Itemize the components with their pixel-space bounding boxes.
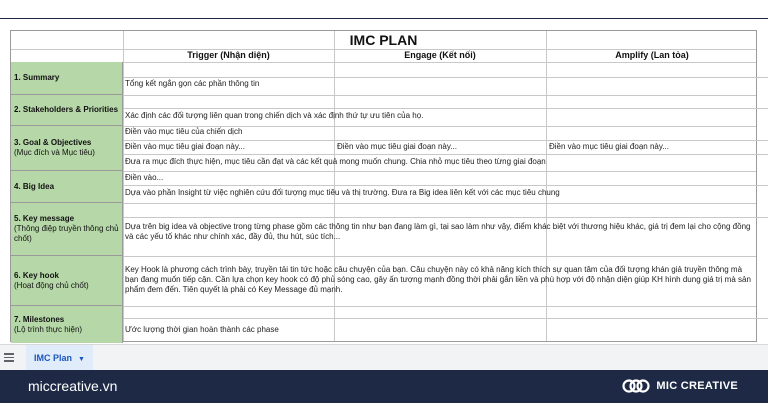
footer-url[interactable]: miccreative.vn — [28, 378, 118, 394]
row-label-key-hook[interactable] — [11, 256, 123, 306]
row-divider — [123, 108, 768, 109]
stakeholders-cell[interactable]: Xác định các đối tượng liên quan trong chiến dịch và xác định thứ tự ưu tiên của họ. — [125, 111, 424, 120]
goals-description-cell[interactable]: Đưa ra mục đích thực hiện, mục tiêu cần đạt và các kết quả mong muốn chung. Chia nhỏ mục tiêu theo từng giai đoạn — [125, 157, 546, 166]
row-label-text: 1. Summary — [14, 73, 60, 82]
row-divider — [123, 217, 768, 218]
row-label-text: 6. Key hook — [14, 270, 59, 280]
row-label-text: 7. Milestones — [14, 314, 65, 324]
row-sublabel-text: (Mục đích và Mục tiêu) — [14, 148, 95, 157]
row-label-text: 5. Key message — [14, 214, 75, 223]
footer-brand — [622, 377, 738, 395]
row-divider — [123, 154, 768, 155]
hamburger-icon[interactable] — [4, 353, 14, 362]
row-divider — [123, 77, 768, 78]
row-label-goals[interactable] — [11, 126, 123, 171]
row-sublabel-text: (Hoạt động chủ chốt) — [14, 280, 89, 290]
row-label-key-message[interactable] — [11, 203, 123, 256]
row-label-milestones[interactable] — [11, 306, 123, 343]
column-header-trigger[interactable]: Trigger (Nhận diện) — [187, 50, 270, 60]
key-message-cell[interactable]: Dựa trên big idea và objective trong từng phase gồm các thông tin như bạn đang làm gì, tại sao làm như vậy, điểm khác biệt với thương hiệu khác, giá trị đem lại cho cộng đồng và các yếu tố khác như chính xác, đầy đủ, thu hút, súc tích... — [125, 222, 751, 241]
goals-amplify-cell[interactable]: Điền vào mục tiêu giai đoạn này... — [549, 142, 669, 151]
mic-creative-logo — [622, 377, 650, 395]
top-divider — [0, 18, 768, 19]
goals-engage-cell[interactable]: Điền vào mục tiêu giai đoạn này... — [337, 142, 457, 151]
goals-trigger-cell[interactable]: Điền vào mục tiêu giai đoạn này... — [125, 142, 245, 151]
row-label-summary[interactable] — [11, 62, 123, 95]
milestones-cell[interactable]: Ước lượng thời gian hoàn thành các phase — [125, 325, 279, 334]
caret-down-icon[interactable]: ▼ — [78, 356, 85, 363]
sheet-title: IMC PLAN — [349, 32, 418, 48]
goals-campaign-cell[interactable]: Điền vào mục tiêu của chiến dịch — [125, 127, 243, 136]
row-sublabel-text: (Thông điệp truyền thông chủ chốt) — [14, 224, 119, 243]
big-idea-fill-cell[interactable]: Điền vào... — [125, 173, 164, 182]
key-hook-cell[interactable]: Key Hook là phương cách trình bày, truyền tải tin tức hoặc câu chuyện của bạn. Câu chuyện này có khả năng kích thích sự quan tâm của đối tượng khán giả truyền thông mà bạn đang muốn tiếp cận. Cần lựa chọn key hook có độ phủ sóng cao, gây ấn tượng mạnh đồng thời phải gắn liền và phù hợp với độ nhận diện giúp KH hình dung giá trị mà sản phẩm đem đến. Tiên quyết là phải có Key Message đủ mạnh. — [125, 265, 751, 294]
spreadsheet-grid[interactable] — [10, 30, 757, 342]
row-label-stakeholders[interactable] — [11, 95, 123, 126]
sheet-tab-bar — [0, 344, 768, 370]
row-sublabel-text: (Lộ trình thực hiện) — [14, 324, 83, 334]
summary-cell[interactable]: Tổng kết ngắn gọn các phần thông tin — [125, 79, 260, 88]
tab-imc-plan[interactable] — [26, 345, 93, 371]
column-header-engage[interactable]: Engage (Kết nối) — [404, 50, 476, 60]
top-bar — [0, 0, 768, 18]
brand-name: MIC CREATIVE — [656, 380, 738, 392]
big-idea-description-cell[interactable]: Dựa vào phần Insight từ việc nghiên cứu đối tượng mục tiêu và thị trường. Đưa ra Big idea liên kết với các mục tiêu chung — [125, 188, 560, 197]
column-header-amplify[interactable]: Amplify (Lan tỏa) — [615, 50, 689, 60]
row-divider — [123, 140, 768, 141]
row-divider — [123, 185, 768, 186]
row-label-text: 3. Goal & Objectives — [14, 138, 92, 147]
row-label-text: 4. Big Idea — [14, 181, 55, 191]
row-divider — [123, 318, 768, 319]
row-label-text: 2. Stakeholders & Priorities — [14, 105, 119, 114]
footer-banner — [0, 370, 768, 403]
tab-label: IMC Plan — [34, 353, 73, 363]
row-label-big-idea[interactable] — [11, 171, 123, 203]
